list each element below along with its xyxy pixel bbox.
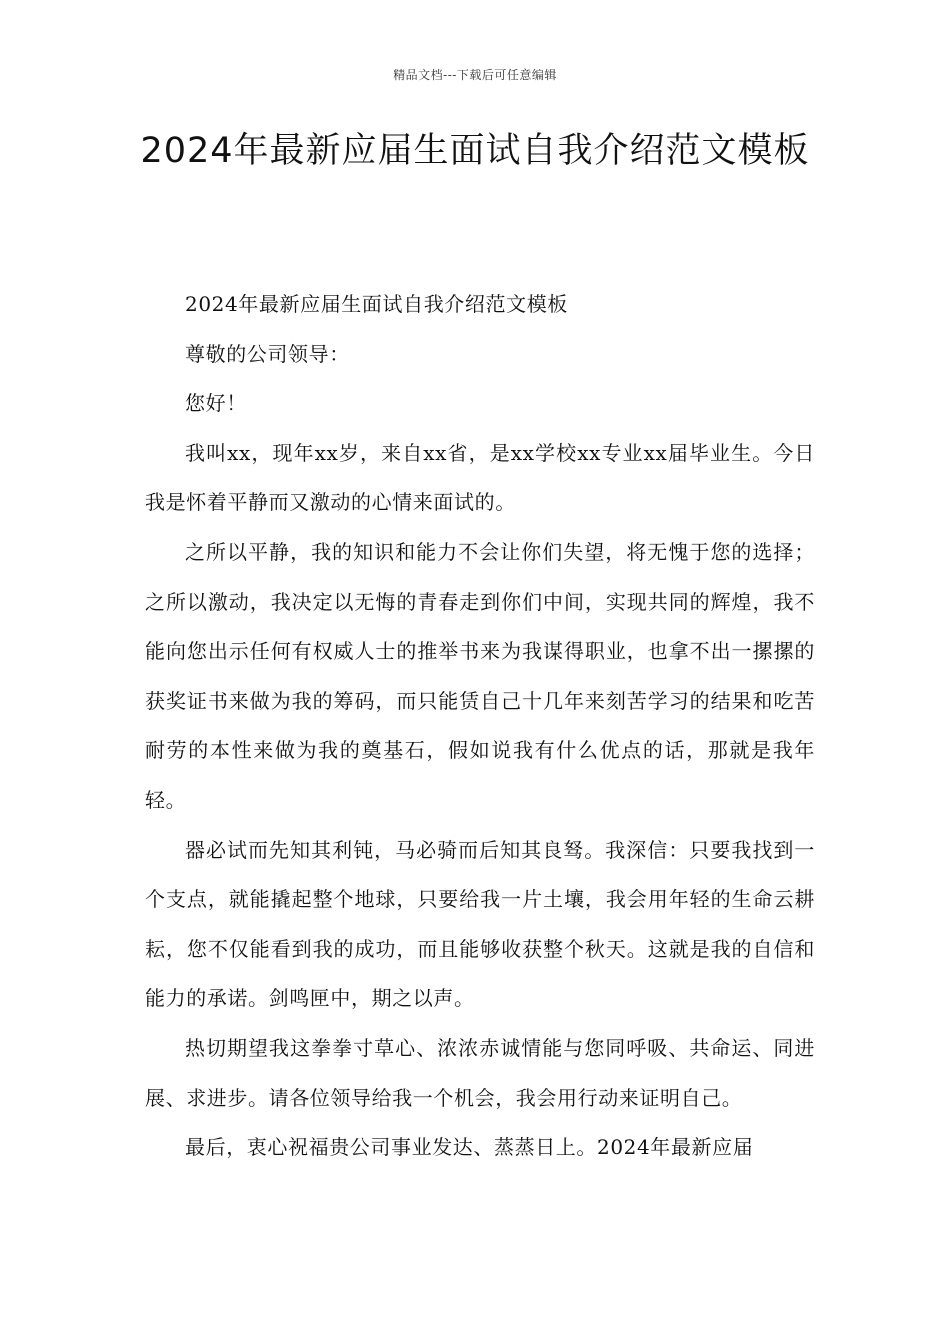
header-note: 精品文档---下载后可任意编辑 bbox=[393, 68, 557, 82]
paragraph-greeting: 您好！ bbox=[185, 391, 247, 416]
paragraph-subtitle: 2024年最新应届生面试自我介绍范文模板 bbox=[185, 292, 568, 316]
paragraph-motivation: 之所以平静，我的知识和能力不会让你们失望，将无愧于您的选择；之所以激动，我决定以无悔的青春走到你们中间，实现共同的辉煌，我不能向您出示任何有权威人士的推举书来为我谋得职业，也拿不出一摞摞的获奖证书来做为我的筹码，而只能赁自己十几年来刻苦学习的结果和吃苦耐劳的本性来做为我的奠基石，假如说我有什么优点的话，那就是我年轻。 bbox=[145, 539, 815, 812]
document-body bbox=[145, 280, 815, 1173]
paragraph-salutation: 尊敬的公司领导： bbox=[185, 341, 350, 366]
paragraph-confidence: 器必试而先知其利钝，马必骑而后知其良驽。我深信：只要我找到一个支点，就能撬起整个地球，只要给我一片土壤，我会用年轻的生命云耕耘，您不仅能看到我的成功，而且能够收获整个秋天。这就是我的自信和能力的承诺。剑鸣匣中，期之以声。 bbox=[145, 837, 815, 1011]
document-title: 2024年最新应届生面试自我介绍范文模板 bbox=[140, 131, 810, 171]
paragraph-request: 热切期望我这拳拳寸草心、浓浓赤诚情能与您同呼吸、共命运、同进展、求进步。请各位领导给我一个机会，我会用行动来证明自己。 bbox=[145, 1035, 815, 1110]
paragraph-introduction: 我叫xx，现年xx岁，来自xx省，是xx学校xx专业xx届毕业生。今日我是怀着平静而又激动的心情来面试的。 bbox=[145, 440, 815, 515]
paragraph-closing: 最后，衷心祝福贵公司事业发达、蒸蒸日上。2024年最新应届 bbox=[185, 1135, 754, 1160]
